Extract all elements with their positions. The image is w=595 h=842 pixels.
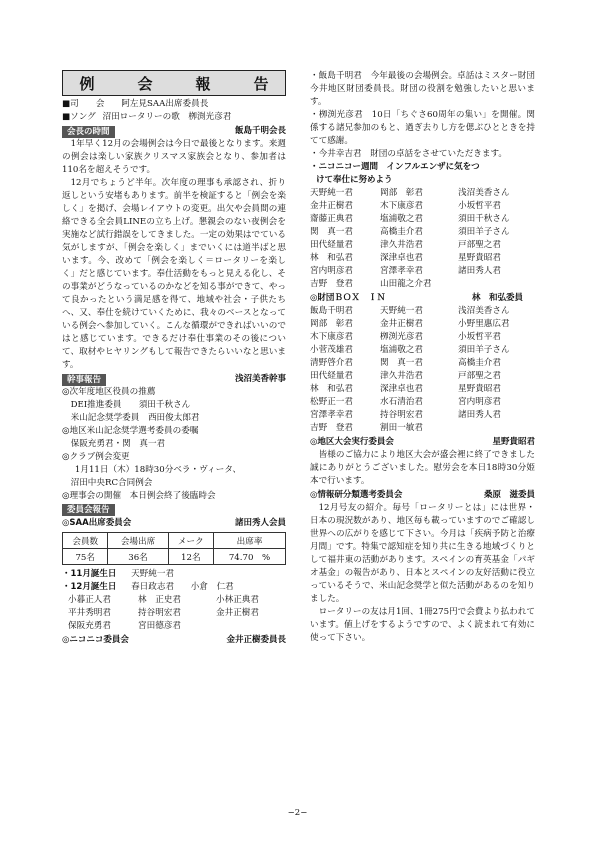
- member-name: 小坂哲平君: [458, 332, 501, 342]
- member-name: 割田一敏君: [380, 423, 423, 433]
- birthday-dec-name: 小倉 仁君: [190, 582, 234, 592]
- page-title: 例 会 報 告: [62, 70, 286, 96]
- info-title: ◎情報研分類選考委員会: [310, 490, 403, 500]
- member-name: 深津卓也君: [380, 253, 423, 263]
- member-name: 岡部 彰君: [310, 319, 353, 329]
- member-name: 吉野 登君: [310, 279, 353, 289]
- member-name: 栁渕光彦君: [380, 332, 423, 342]
- president-paragraph-2: 12月でちょうど半年。次年度の理事も承認され、折り返しという安堵もあります。前半を検証すると「例会を楽しく」を掲げ、会場レイアウトの変更。出欠や会員間の連絡できる全会員LINEの立ち上げ。懇親会のない夜例会を実施など試行錯誤をしてきました。一定の効果はでている気がしますが、「例会を楽しく」までいくには道半ばと思います。今、改めて「例会を楽しく＝ロータリーを楽しく」だと感じています。奉仕活動をもっと見える化し、その事業がどうなっているのかなどを知る事ができて、やって良かったという満足感を得て、地域や社会・子供たちへ、又、奉仕を続けていくために、我々のベースとなっている例会へ参加していく。こんな循環ができればいいのではと感じています。できるだけ奉仕事業のその後について、取材やヒヤリングもして報告できたらいいなと思います。: [62, 178, 286, 370]
- member-name: 浅沼美香さん: [458, 306, 510, 316]
- member-name: 宮内明彦君: [458, 397, 501, 407]
- box-header: [310, 292, 535, 305]
- niko-header: [62, 634, 286, 647]
- member-name: 須田千秋さん: [458, 214, 510, 224]
- member-name: 齋藤正典君: [310, 214, 353, 224]
- member-name: 浅沼美香さん: [458, 188, 510, 198]
- birthday-dec-name: 小林正典君: [216, 595, 259, 605]
- member-name: 小菅茂雄君: [310, 345, 353, 355]
- member-name: [458, 422, 534, 435]
- member-name: 天野純一君: [380, 306, 423, 316]
- member-name: 山田龍之介君: [380, 279, 432, 289]
- member-name: 関 真一君: [380, 358, 423, 368]
- president-paragraph-1: 1年早く12月の会場例会は今日で最後となります。来週の例会は楽しい家族クリスマス家族会となり、参加者は110名を超えそうです。: [62, 139, 286, 175]
- member-name: 水石清治君: [380, 397, 423, 407]
- member-name: 須田羊子さん: [458, 227, 510, 237]
- member-name: 林 和弘君: [310, 384, 353, 394]
- saa-name: 諸田秀人会員: [234, 518, 286, 528]
- attendance-header-cell: メーク: [168, 533, 213, 549]
- attendance-value-cell: 75名: [63, 549, 108, 565]
- member-name: 持谷明宏君: [380, 410, 423, 420]
- district-text: 皆様のご協力により地区大会が盛会裡に終了できました誠にありがとうございました。慰労会を本日18時30分姫本で行います。: [310, 450, 535, 486]
- info-header: [310, 489, 535, 502]
- member-name: 岡部 彰君: [380, 188, 423, 198]
- member-name: 小坂哲平君: [458, 201, 501, 211]
- member-name: 高橋圭介君: [380, 227, 423, 237]
- attendance-value-cell: 36名: [108, 549, 168, 565]
- birthday-dec-name: 平井秀明君: [68, 608, 111, 618]
- member-name: 深津卓也君: [380, 384, 423, 394]
- member-name: 木下康彦君: [380, 201, 423, 211]
- member-name: 津久井浩君: [380, 371, 423, 381]
- meta-chair: [62, 98, 286, 111]
- info-text: 12月号友の紹介。毎号「ロータリーとは」には世界・日本の現況数があり、地区毎も載っていますのでご確認し世界への広がりを感じて下さい。今月は「疾病予防と治療月間」です。特集で認知症を知り共に生きる地域づくりとして福井東の活動があります。スペインの育英基金「パギオ基金」の報告があり、日本とスペインの友好活動に役立っているそうで、米山記念奨学と似た活動があるのを知りました。: [310, 503, 535, 604]
- info-text-2: ロータリーの友は月1回、1冊275円で会費より払われています。値上げをするようですので、よく読まれて有効に使って下さい。: [310, 607, 535, 643]
- secretary-line: ◎理事会の開催 本日例会終了後臨時会: [62, 491, 216, 501]
- birthday-dec-name: 小暮正人君: [68, 595, 111, 605]
- secretary-line: 保阪充勇君・関 真一君: [70, 439, 166, 449]
- meta-chair-label: ■司 会: [62, 99, 105, 109]
- birthday-dec-name: 金井正樹君: [216, 608, 259, 618]
- birthday-dec-name: 保阪充勇君: [68, 621, 111, 631]
- saa-header: [62, 517, 286, 530]
- niko-comment: ・今井幸吉君 財団の卓話をさせていただきます。: [310, 149, 507, 159]
- secretary-header: [62, 373, 286, 386]
- saa-title: ◎SAA出席委員会: [62, 518, 132, 528]
- member-name: 高橋圭介君: [458, 358, 501, 368]
- secretary-line: 1月11日（木）18時30分ベラ・ヴィータ、: [74, 465, 242, 475]
- member-name: 田代経量君: [310, 240, 353, 250]
- member-name: 星野貴昭君: [458, 253, 501, 263]
- meta-song-label: ■ソング: [62, 112, 96, 122]
- attendance-header-row: [63, 533, 286, 549]
- member-name: 諸田秀人君: [458, 266, 501, 276]
- birthday-nov-label: ・11月誕生日: [62, 569, 117, 579]
- president-badge: 会長の時間: [62, 126, 115, 138]
- box-title: ◎財団ＢＯＸ ＩＮ: [310, 293, 386, 303]
- attendance-header-cell: 会員数: [63, 533, 108, 549]
- committee-header: [62, 504, 286, 516]
- birthday-dec-name: 宮田德彦君: [138, 621, 181, 631]
- right-column: [310, 70, 535, 645]
- district-name: 星野貴昭君: [492, 437, 535, 447]
- member-name: 金井正樹君: [310, 201, 353, 211]
- birthday-nov-names: 天野純一君: [131, 569, 175, 579]
- attendance-value-cell: 12名: [168, 549, 213, 565]
- birthday-dec-grid: [62, 594, 286, 633]
- niko-comment: ・飯島千明君 今年最後の会場例会。卓話はミスター財団今井地区財団委員長。財団の役割を勉強したいと思います。: [310, 71, 535, 107]
- birthday-nov: [62, 568, 286, 581]
- box-names-grid: [310, 305, 535, 435]
- member-name: 松野正一君: [310, 397, 353, 407]
- member-name: 宮内明彦君: [310, 266, 353, 276]
- attendance-value-row: [63, 549, 286, 565]
- member-name: 清野啓介君: [310, 358, 353, 368]
- left-column: [62, 70, 286, 647]
- niko-comment: ・栁渕光彦君 10日「ちぐさ60周年の集い」を開催。関係する諸兄参加のもと、過ぎ去りし方を偲ぶひとときを持てて感謝。: [310, 110, 535, 146]
- member-name: 田代経量君: [310, 371, 353, 381]
- committee-badge: 委員会報告: [62, 504, 115, 516]
- box-chair: 林 和弘委員: [471, 293, 523, 303]
- niko-week-heading-2: けて奉仕に努めよう: [315, 175, 393, 185]
- member-name: 飯島千明君: [310, 306, 353, 316]
- member-name: 金井正樹君: [380, 319, 423, 329]
- member-name: 木下康彦君: [310, 332, 353, 342]
- member-name: 星野貴昭君: [458, 384, 501, 394]
- birthday-dec-label: ・12月誕生日: [62, 582, 117, 592]
- secretary-line: 沼田中央RC合同例会: [70, 478, 153, 488]
- birthday-dec-name: 春日政志君: [131, 582, 175, 592]
- secretary-line: ◎地区米山記念奨学選考委員の委嘱: [62, 426, 199, 436]
- secretary-line: ◎次年度地区役員の推薦: [62, 387, 156, 397]
- president-name: 飯島千明会長: [234, 126, 286, 136]
- district-header: [310, 436, 535, 449]
- secretary-line: ◎クラブ例会変更: [62, 452, 130, 462]
- page-number: −2−: [287, 808, 308, 818]
- niko-name: 金井正樹委員長: [226, 635, 286, 645]
- info-name: 桑原 滋委員: [483, 490, 535, 500]
- meta-chair-value: 阿左見SAA出席委員長: [121, 99, 209, 109]
- birthday-dec-name: 持谷明宏君: [138, 608, 181, 618]
- member-name: [458, 278, 534, 291]
- member-name: 吉野 登君: [310, 423, 353, 433]
- meta-song: [62, 111, 286, 124]
- attendance-table: [62, 532, 286, 565]
- birthday-dec: [62, 581, 286, 594]
- niko-names-grid: [310, 187, 535, 291]
- secretary-badge: 幹事報告: [62, 374, 106, 386]
- attendance-header-cell: 会場出席: [108, 533, 168, 549]
- district-title: ◎地区大会実行委員会: [310, 437, 394, 447]
- member-name: 林 和弘君: [310, 253, 353, 263]
- birthday-dec-name: 林 正史君: [138, 595, 181, 605]
- attendance-value-cell: 74.70 %: [214, 549, 286, 565]
- member-name: 諸田秀人君: [458, 410, 501, 420]
- secretary-line: DEI推進委員 須田千秋さん: [70, 400, 191, 410]
- attendance-header-cell: 出席率: [214, 533, 286, 549]
- member-name: 塩浦敬之君: [380, 214, 423, 224]
- meta-song-value: 沼田ロータリーの歌 栁渕光彦君: [102, 112, 232, 122]
- member-name: 天野純一君: [310, 188, 353, 198]
- member-name: 宮澤孝幸君: [310, 410, 353, 420]
- member-name: 宮澤孝幸君: [380, 266, 423, 276]
- member-name: 戸部聖之君: [458, 371, 501, 381]
- member-name: 塩浦敬之君: [380, 345, 423, 355]
- secretary-line: 米山記念奨学委員 西田俊太郎君: [70, 413, 200, 423]
- member-name: 関 真一君: [310, 227, 353, 237]
- president-header: [62, 125, 286, 138]
- member-name: 小野里惠広君: [458, 319, 510, 329]
- secretary-name: 浅沼美香幹事: [234, 374, 286, 384]
- niko-title: ◎ニコニコ委員会: [62, 635, 129, 645]
- member-name: 津久井浩君: [380, 240, 423, 250]
- member-name: 戸部聖之君: [458, 240, 501, 250]
- member-name: 須田羊子さん: [458, 345, 510, 355]
- niko-week-heading: ・ニコニコー週間 インフルエンザに気をつ: [310, 162, 480, 172]
